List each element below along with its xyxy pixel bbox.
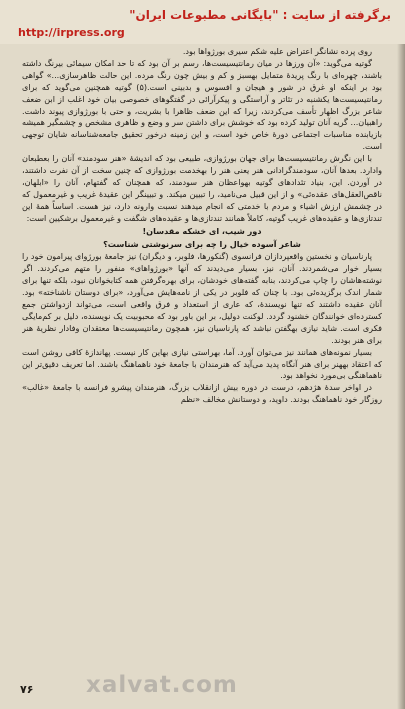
verse-line: شاعر آسوده خیال را چه برای سرنوشتی شناست؟	[103, 238, 301, 249]
page-number: ۷۶	[20, 683, 34, 696]
paragraph: روی پرده نشانگر اعتراض علیه شکم سیری بورژواها بود.	[182, 46, 372, 56]
verse-line: دور شیب، ای خشکه مقدسان!	[142, 225, 262, 236]
source-banner	[0, 0, 405, 44]
paragraph: بسیار نمونه‌های همانند نیز می‌توان آورد. آما، بهراستی نیازی بهاین کار نیست. پهاندازهٔ کافی روشن است که اعتقاد بههنر برای هنر آنگاه پدید می‌آید که هنرمندان با جامعهٔ خود ناهماهنگ باشند. اما تعریف دقیق‌تر این ناهماهنگی بی‌مورد نخواهد بود.	[22, 346, 382, 381]
paragraph: پارناسیان و نخستین واقعپردازان فرانسوی (گنکورها، فلوبر، و دیگران) نیز جامعهٔ بورژوای پیرامون خود را بسیار خوار می‌شمردند. آنان، نیز، بسیار می‌دیدند که آنها «بورژواهای» منفور را متهم می‌کردند. اگر نوشته‌هاشان را چاپ می‌کردند، بنابه گفته‌های خودشان، برای بهره‌گرفتن همه کتابخوانان نبود، بلکه تنها برای شمار اندک برگزیده‌ئی بود. با چنان که فلوبر در یکی از نامه‌هایش می‌آورد، «برای دوستان ناشناخته» بود. آنان عقیده داشتند که تنها نویسندهٔ، که عاری از استعداد و فرق واقعی است، می‌تواند ازدواشتن جمع کسترده‌ای خوانندگان خشنود گردد. ‌لوکنت دولیل، بر این باور بود که محبوبیت یک نویسنده، دلیل بر کم‌مایگی فکری است. شاید نیازی بهگفتن نباشد که پارناسیان نیز، همچون رمانتیسیست‌ها معتقدان وفادار نظریهٔ هنر برای هنر بودند.	[22, 251, 382, 345]
article-body	[22, 46, 382, 666]
paragraph: گوتیه می‌گوید: «آن ورزها در میان رمانتیسیست‌ها، رسم بر آن بود که تا حد امکان سیمائی بیرنگ داشته باشند، چهره‌ای با رنگ پریدهٔ متمایل بهسبز و کم و بیش چون رنگ مرده. این حالت ظاهرسازی...» گواهی بود بر اینکه او غرق در شور و هیجان و افسوس و بدبینی است.(۵) گوتیه همچنین می‌گوید که برای رمانتیسیست‌ها یکشنبه در تئاتر و آراستگی و پیکرآرائی در گفتگوهای خصوصی بیان خود اغلب از ابن ضعف شاعر بزرگ اظهار تأسف می‌کردند، زیرا که این ضعف ظاهرا با بشریت، و حتی با بورژوازی پیوند داشت. راهبیان... گریه آنان تولید کرده بود که خوشش برای داشتن سر و وضع و ظاهری مشخص و چشمگیر همیشه بازیابنده مناسبات اجتماعی دورهٔ خاص خود است، و این زمینه درخور تحقیق جامعه‌شناسانه شایان توجهی است.	[22, 57, 382, 152]
paragraph: در اواخر سدهٔ هژدهم، درست در دوره بیش ازانقلاب بزرگ، هنرمندان پیشرو فرانسه با جامعهٔ «غالب» روزگار خود ناهماهنگ بودند. داوید، و دوستانش مخالف «نظم	[22, 382, 382, 405]
page-binding-shadow	[397, 44, 405, 709]
watermark: xalvat.com	[86, 672, 238, 698]
paragraph: با این نگرش رمانتیسیست‌ها برای جهان بورژوازی، طبیعی بود که اندیشهٔ «هنر سودمند» آنان را بعطبعان وادارد. بعدها آنان، سودمندگرادانی هنر یعنی هنر را بهخدمت بورژوازی که چنین سخت از آن نفرت داشتند، در آوردن. این، بنیاد تئدادهای گوتیه بهواعظان هنر سودمند، که همچنان که گفتهام، آنان را «ابلهان، ناقص‌العقل‌های عقده‌ئی» و از این قبیل می‌نامید، را تبیین میکند. و تبیینگر این عقیدهٔ غریب و غیرمعمول که در چشمش ارزش اشیاء و مردم با خدمتی که انجام میدهند نسبت وارونه دارد، نیز هست. اساساً همهٔ این تندتازی‌ها و عقیده‌های غریب گوتیه، کاملاً همانند تندتازی‌ها و عقیده‌های شگفت و غیرمعمول برشکیین است:	[22, 153, 382, 223]
source-attribution: برگرفته از سایت : "بایگانی مطبوعات ایران"	[129, 8, 391, 22]
source-url[interactable]: http://irpress.org	[18, 26, 125, 39]
